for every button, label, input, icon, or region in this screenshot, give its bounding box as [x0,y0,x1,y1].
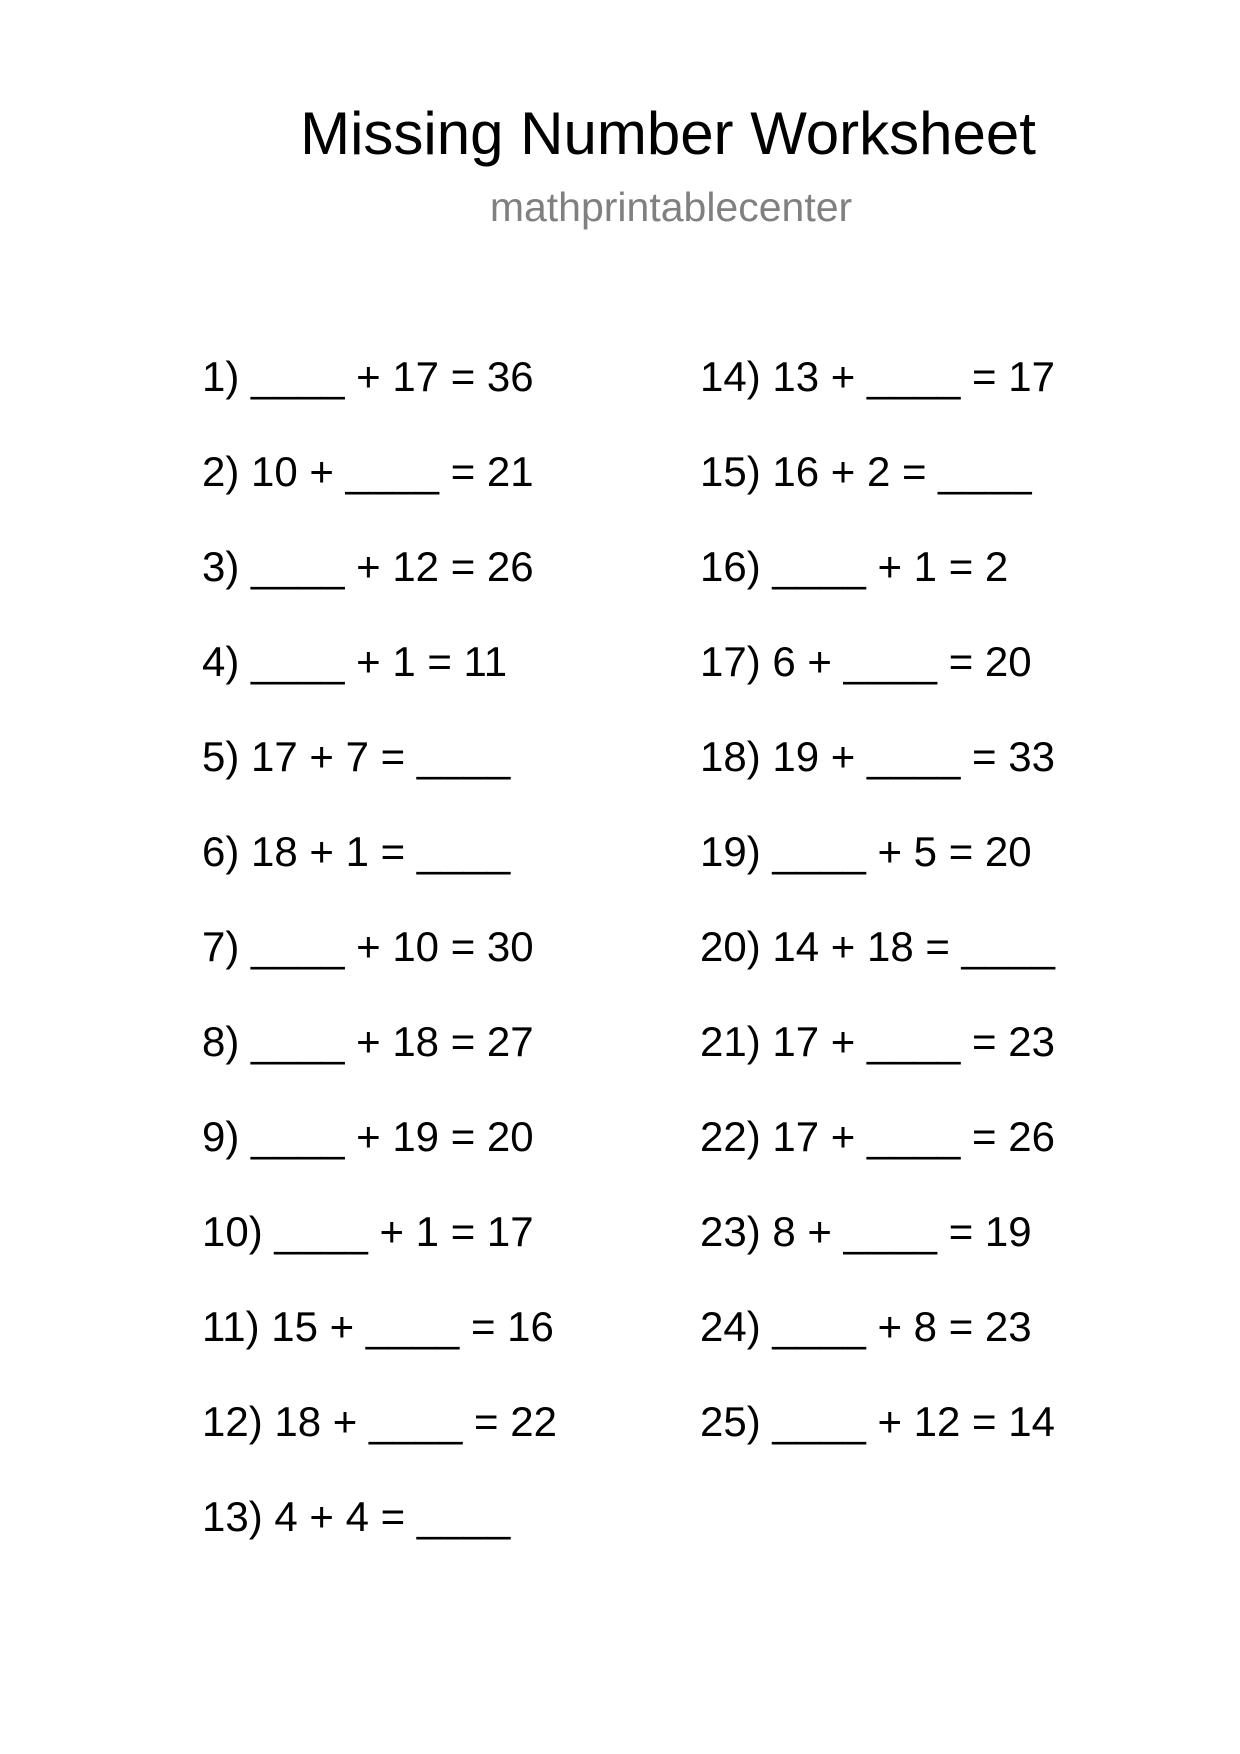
problem-5: 5) 17 + 7 = ____ [202,733,511,780]
problem-8: 8) ____ + 18 = 27 [202,1018,534,1065]
problem-7: 7) ____ + 10 = 30 [202,923,534,970]
problem-column-left [202,352,557,1587]
problem-12: 12) 18 + ____ = 22 [202,1398,557,1445]
worksheet-subtitle: mathprintablecenter [489,184,853,230]
problem-3: 3) ____ + 12 = 26 [202,543,534,590]
problem-23: 23) 8 + ____ = 19 [700,1208,1032,1255]
problem-1: 1) ____ + 17 = 36 [202,353,534,400]
problem-21: 21) 17 + ____ = 23 [700,1018,1055,1065]
problem-18: 18) 19 + ____ = 33 [700,733,1055,780]
problem-4: 4) ____ + 1 = 11 [202,638,508,685]
problem-22: 22) 17 + ____ = 26 [700,1113,1055,1160]
problem-column-right [700,352,1055,1492]
problem-9: 9) ____ + 19 = 20 [202,1113,534,1160]
problem-10: 10) ____ + 1 = 17 [202,1208,534,1255]
problem-13: 13) 4 + 4 = ____ [202,1493,511,1540]
problem-25: 25) ____ + 12 = 14 [700,1398,1055,1445]
problem-15: 15) 16 + 2 = ____ [700,448,1032,495]
problem-24: 24) ____ + 8 = 23 [700,1303,1032,1350]
problem-16: 16) ____ + 1 = 2 [700,543,1009,590]
problem-14: 14) 13 + ____ = 17 [700,353,1055,400]
problem-17: 17) 6 + ____ = 20 [700,638,1032,685]
problem-2: 2) 10 + ____ = 21 [202,448,534,495]
problem-6: 6) 18 + 1 = ____ [202,828,511,875]
worksheet-title: Missing Number Worksheet [300,100,1036,167]
problem-19: 19) ____ + 5 = 20 [700,828,1032,875]
problem-20: 20) 14 + 18 = ____ [700,923,1055,970]
problem-11: 11) 15 + ____ = 16 [202,1303,554,1350]
